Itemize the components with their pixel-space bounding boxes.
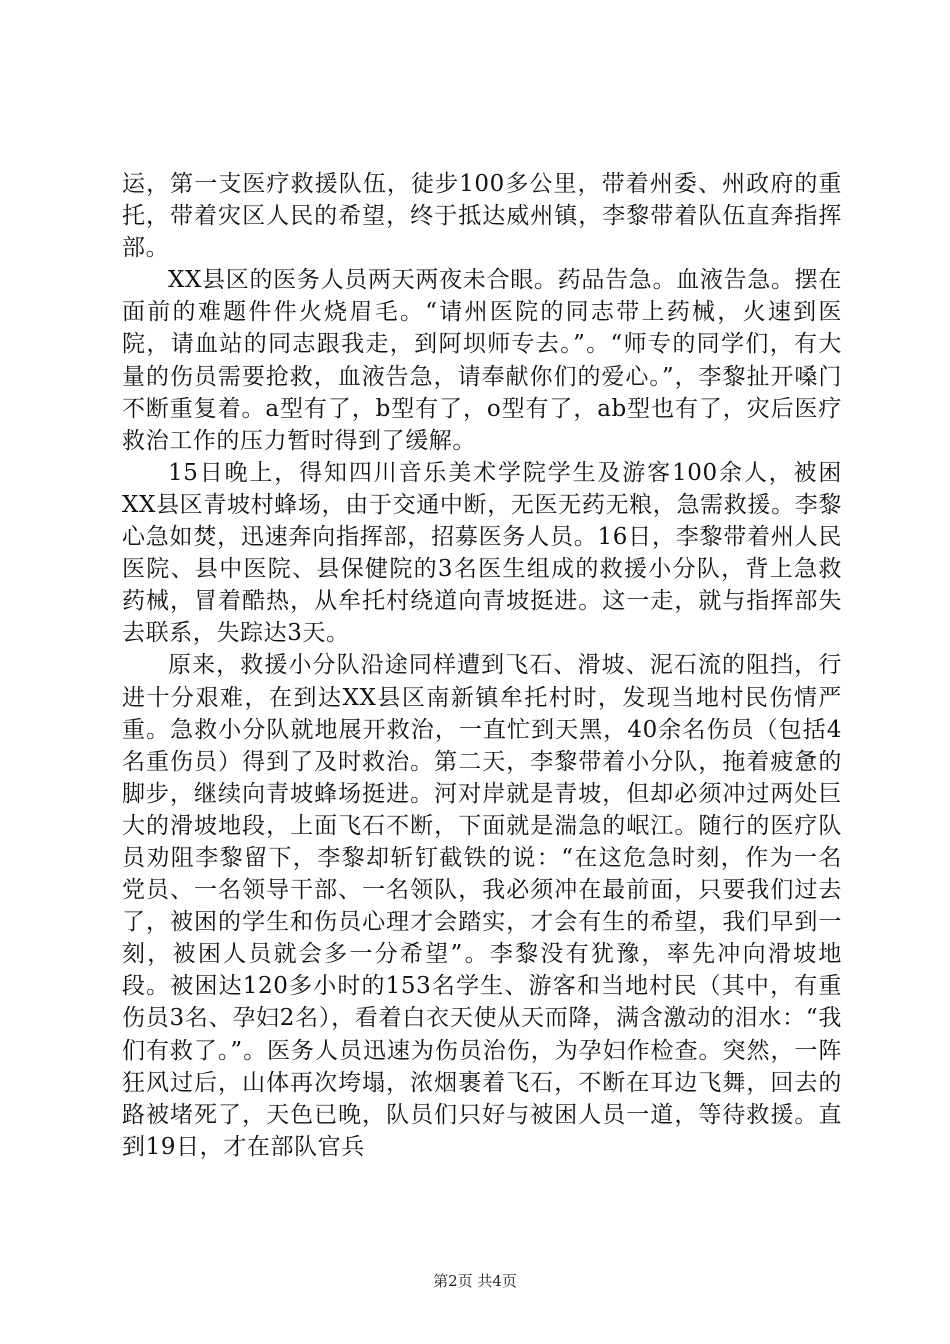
paragraph-continuation: 运，第一支医疗救援队伍，徒步100多公里，带着州委、州政府的重托，带着灾区人民的希望，终于抵达威州镇，李黎带着队伍直奔指挥部。 (122, 171, 842, 262)
page-footer (0, 1270, 950, 1291)
paragraph-blood-shortage: XX县区的医务人员两天两夜未合眼。药品告急。血液告急。摆在面前的难题件件火烧眉毛。“请州医院的同志带上药械，火速到医院，请血站的同志跟我走，到阿坝师专去。”。“师专的同学们，有大量的伤员需要抢救，血液告急，请奉献你们的爱心。”，李黎扯开嗓门不断重复着。a型有了，b型有了，o型有了，ab型也有了，灾后医疗救治工作的压力暂时得到了缓解。 (122, 267, 842, 454)
document-body (122, 168, 842, 1163)
page-number: 第2页 共4页 (433, 1272, 517, 1290)
paragraph-rescue-team: 15日晚上，得知四川音乐美术学院学生及游客100余人，被困XX县区青坡村蜂场，由于交通中断，无医无药无粮，急需救援。李黎心急如焚，迅速奔向指挥部，招募医务人员。16日，李黎带着州人民医院、县中医院、县保健院的3名医生组成的救援小分队，背上急救药械，冒着酷热，从牟托村绕道向青坡挺进。这一走，就与指挥部失去联系，失踪达3天。 (122, 459, 842, 647)
paragraph-qingpo-rescue: 原来，救援小分队沿途同样遭到飞石、滑坡、泥石流的阻挡，行进十分艰难，在到达XX县区南新镇牟托村时，发现当地村民伤情严重。急救小分队就地展开救治，一直忙到天黑，40余名伤员（包括4名重伤员）得到了及时救治。第二天，李黎带着小分队，拖着疲惫的脚步，继续向青坡蜂场挺进。河对岸就是青坡，但却必须冲过两处巨大的滑坡地段，上面飞石不断，下面就是湍急的岷江。随行的医疗队员劝阻李黎留下，李黎却斩钉截铁的说：“在这危急时刻，作为一名党员、一名领导干部、一名领队，我必须冲在最前面，只要我们过去了，被困的学生和伤员心理才会踏实，才会有生的希望，我们早到一刻，被困人员就会多一分希望”。李黎没有犹豫，率先冲向滑坡地段。被困达120多小时的153名学生、游客和当地村民（其中，有重伤员3名、孕妇2名），看着白衣天使从天而降，满含激动的泪水：“我们有救了。”。医务人员迅速为伤员治伤，为孕妇作检查。突然，一阵狂风过后，山体再次垮塌，浓烟裹着飞石，不断在耳边飞舞，回去的路被堵死了，天色已晚，队员们只好与被困人员一道，等待救援。直到19日，才在部队官兵 (122, 652, 842, 1160)
